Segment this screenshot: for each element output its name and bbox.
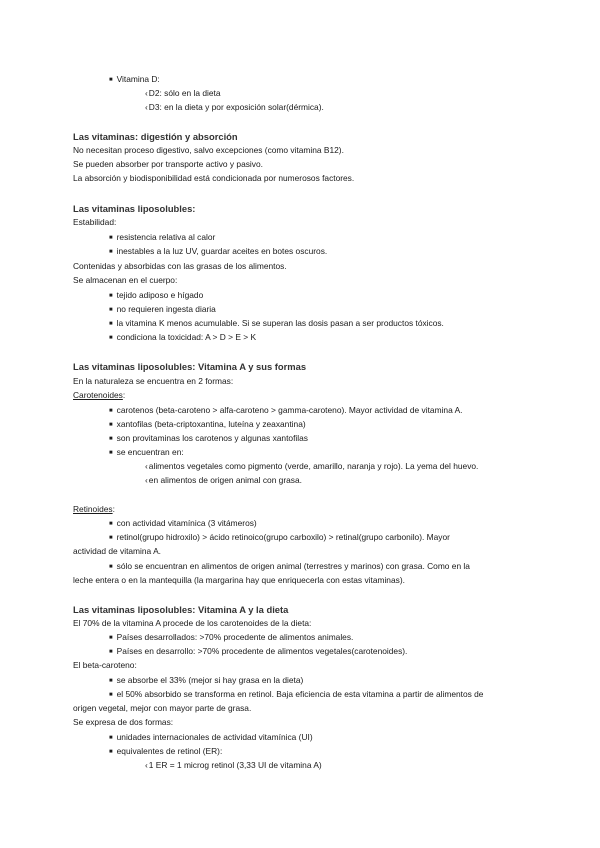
text-line: Se pueden absorber por transporte activo y pasivo. <box>73 159 263 169</box>
bullet-item: ■ sólo se encuentran en alimentos de origen animal (terrestres y marinos) con grasa. Como en la <box>109 561 470 574</box>
bullet-item: ■ son provitaminas los carotenos y algunas xantofilas <box>109 433 308 446</box>
bullet-item: ■ inestables a la luz UV, guardar aceites en botes oscuros. <box>109 246 327 259</box>
text-line: Se almacenan en el cuerpo: <box>73 275 178 285</box>
bullet-item: ■ retinol(grupo hidroxilo) > ácido retinoico(grupo carboxilo) > retinal(grupo carbonilo). Mayor <box>109 532 450 545</box>
bullet-item: ■ unidades internacionales de actividad vitamínica (UI) <box>109 732 313 745</box>
retinoides-label <box>73 504 115 515</box>
text-line: El 70% de la vitamina A procede de los carotenoides de la dieta: <box>73 618 312 628</box>
carotenoides-term: Carotenoides <box>73 390 123 400</box>
text-line: En la naturaleza se encuentra en 2 formas: <box>73 376 234 386</box>
bullet-item: ■ tejido adiposo e hígado <box>109 290 203 303</box>
heading-digestion: Las vitaminas: digestión y absorción <box>73 131 238 142</box>
colon: : <box>112 504 115 514</box>
bullet-item: ■ con actividad vitamínica (3 vitámeros) <box>109 518 257 531</box>
bullet-item: ■ carotenos (beta-caroteno > alfa-caroteno > gamma-caroteno). Mayor actividad de vitamina A. <box>109 405 463 418</box>
bullet-item: ■ no requieren ingesta diaria <box>109 304 216 317</box>
text-line: origen vegetal, mejor con mayor parte de grasa. <box>73 703 252 713</box>
heading-vitamina-a-formas: Las vitaminas liposolubles: Vitamina A y sus formas <box>73 361 307 372</box>
sub-item: ‹ 1 ER = 1 microg retinol (3,33 UI de vitamina A) <box>145 760 322 771</box>
sub-d3: ‹ D3: en la dieta y por exposición solar(dérmica). <box>145 102 324 113</box>
sub-d2: ‹ D2: sólo en la dieta <box>145 88 221 99</box>
bullet-item: ■ resistencia relativa al calor <box>109 232 215 245</box>
text-line: Estabilidad: <box>73 217 117 227</box>
bullet-item: ■ condiciona la toxicidad: A > D > E > K <box>109 332 256 345</box>
bullet-item: ■ xantofilas (beta-criptoxantina, luteína y zeaxantina) <box>109 419 306 432</box>
text-line: No necesitan proceso digestivo, salvo excepciones (como vitamina B12). <box>73 145 344 155</box>
bullet-item: ■ Países en desarrollo: >70% procedente de alimentos vegetales(carotenoides). <box>109 646 407 659</box>
heading-liposolubles: Las vitaminas liposolubles: <box>73 203 196 214</box>
bullet-item: ■ la vitamina K menos acumulable. Si se superan las dosis pasan a ser productos tóxicos. <box>109 318 444 331</box>
sub-item: ‹ en alimentos de origen animal con grasa. <box>145 475 302 486</box>
bullet-vitamina-d: ■ Vitamina D: <box>109 74 160 87</box>
text-line: actividad de vitamina A. <box>73 546 161 556</box>
heading-vitamina-a-dieta: Las vitaminas liposolubles: Vitamina A y la dieta <box>73 604 289 615</box>
text-line: Contenidas y absorbidas con las grasas de los alimentos. <box>73 261 287 271</box>
text-line: Se expresa de dos formas: <box>73 717 174 727</box>
bullet-item: ■ Países desarrollados: >70% procedente de alimentos animales. <box>109 632 353 645</box>
bullet-item: ■ se absorbe el 33% (mejor si hay grasa en la dieta) <box>109 675 303 688</box>
colon: : <box>122 390 126 400</box>
text-line: El beta-caroteno: <box>73 660 137 670</box>
retinoides-term: Retinoides <box>73 504 113 514</box>
sub-item: ‹ alimentos vegetales como pigmento (verde, amarillo, naranja y rojo). La yema del huevo. <box>145 461 478 472</box>
text-line: leche entera o en la mantequilla (la margarina hay que enriquecerla con estas vitaminas). <box>73 575 405 585</box>
bullet-item: ■ equivalentes de retinol (ER): <box>109 746 222 759</box>
bullet-item: ■ se encuentran en: <box>109 447 184 460</box>
carotenoides-label <box>73 390 125 401</box>
text-line: La absorción y biodisponibilidad está condicionada por numerosos factores. <box>73 173 355 183</box>
bullet-item: ■ el 50% absorbido se transforma en retinol. Baja eficiencia de esta vitamina a partir de alimentos de <box>109 689 483 702</box>
